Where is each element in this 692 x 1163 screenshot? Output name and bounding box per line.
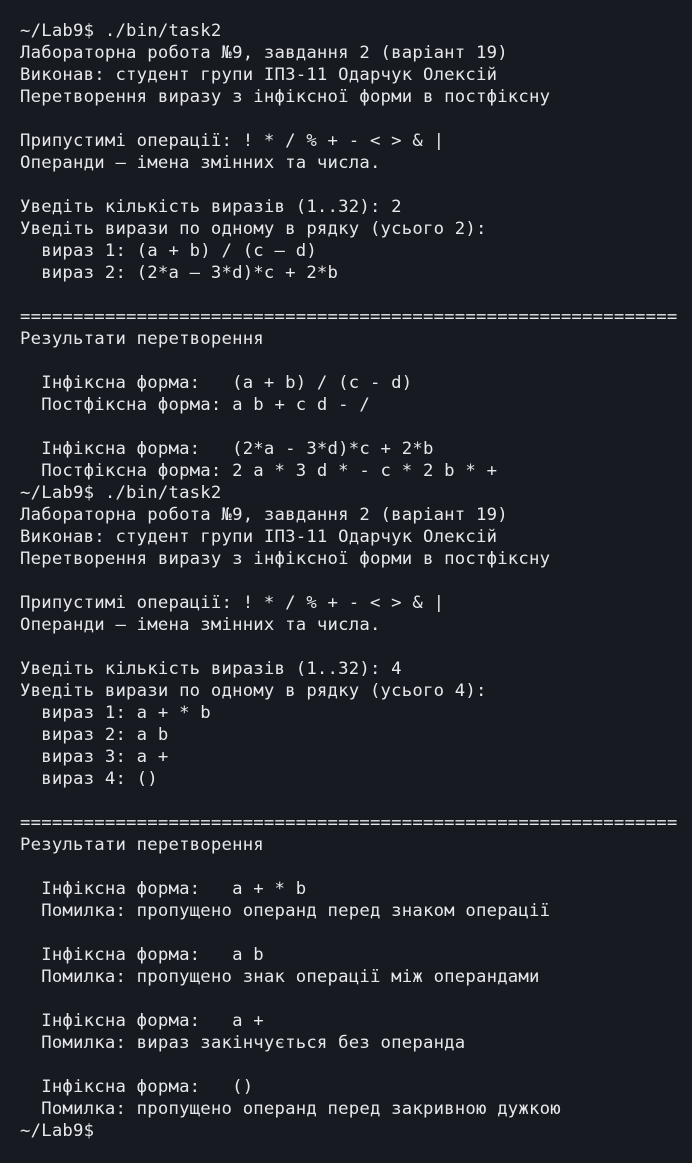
terminal-line: Помилка: пропущено операнд перед знаком операції bbox=[20, 901, 551, 921]
terminal-line: вираз 2: a b bbox=[20, 725, 169, 745]
terminal-line bbox=[20, 284, 692, 306]
terminal-line: Інфіксна форма: (2*a - 3*d)*c + 2*b bbox=[20, 439, 434, 459]
terminal-line: Припустимі операції: ! * / % + - < > & | bbox=[20, 593, 445, 613]
terminal-line: Перетворення виразу з інфіксної форми в постфіксну bbox=[20, 87, 551, 107]
terminal-line: Результати перетворення bbox=[20, 329, 264, 349]
terminal-line: ============================================================== bbox=[20, 307, 678, 327]
terminal-line: Виконав: студент групи ІП3-11 Одарчук Олексій bbox=[20, 65, 498, 85]
terminal-line bbox=[20, 922, 692, 944]
terminal-line: вираз 4: () bbox=[20, 769, 158, 789]
terminal-line bbox=[20, 988, 692, 1010]
terminal-line bbox=[20, 570, 692, 592]
terminal-line: Інфіксна форма: () bbox=[20, 1077, 254, 1097]
terminal-line: Інфіксна форма: a + * b bbox=[20, 879, 307, 899]
terminal-line: Інфіксна форма: (a + b) / (c - d) bbox=[20, 373, 413, 393]
terminal-line: Помилка: пропущено знак операції між операндами bbox=[20, 967, 540, 987]
terminal-line: Інфіксна форма: a + bbox=[20, 1011, 264, 1031]
terminal-line: Перетворення виразу з інфіксної форми в постфіксну bbox=[20, 549, 551, 569]
terminal-line: Виконав: студент групи ІП3-11 Одарчук Олексій bbox=[20, 527, 498, 547]
terminal-line: Операнди — імена змінних та числа. bbox=[20, 153, 381, 173]
terminal-line bbox=[20, 108, 692, 130]
terminal-line: Результати перетворення bbox=[20, 835, 264, 855]
terminal-line: Уведіть вирази по одному в рядку (усього 4): bbox=[20, 681, 487, 701]
terminal-line bbox=[20, 636, 692, 658]
terminal-line bbox=[20, 1054, 692, 1076]
terminal-line: ~/Lab9$ ./bin/task2 bbox=[20, 21, 222, 41]
terminal-line: вираз 3: a + bbox=[20, 747, 169, 767]
terminal-line: вираз 1: (a + b) / (c – d) bbox=[20, 241, 317, 261]
terminal-line: ============================================================== bbox=[20, 813, 678, 833]
terminal-line: Уведіть вирази по одному в рядку (усього 2): bbox=[20, 219, 487, 239]
terminal-line: Операнди — імена змінних та числа. bbox=[20, 615, 381, 635]
terminal-line bbox=[20, 790, 692, 812]
terminal-line: Уведіть кількість виразів (1..32): 4 bbox=[20, 659, 402, 679]
terminal-line: ~/Lab9$ ./bin/task2 bbox=[20, 483, 222, 503]
terminal-line: Припустимі операції: ! * / % + - < > & | bbox=[20, 131, 445, 151]
terminal-line: Лабораторна робота №9, завдання 2 (варіант 19) bbox=[20, 43, 508, 63]
terminal-line bbox=[20, 350, 692, 372]
terminal-line: Помилка: вираз закінчується без операнда bbox=[20, 1033, 466, 1053]
terminal-line: Лабораторна робота №9, завдання 2 (варіант 19) bbox=[20, 505, 508, 525]
terminal-line: Уведіть кількість виразів (1..32): 2 bbox=[20, 197, 402, 217]
terminal-line bbox=[20, 856, 692, 878]
terminal-line bbox=[20, 416, 692, 438]
terminal-line bbox=[20, 174, 692, 196]
terminal-line: ~/Lab9$ bbox=[20, 1121, 95, 1141]
terminal-line: Постфіксна форма: 2 a * 3 d * - c * 2 b * + bbox=[20, 461, 498, 481]
terminal-line: Постфіксна форма: a b + c d - / bbox=[20, 395, 370, 415]
terminal-line: вираз 2: (2*a – 3*d)*c + 2*b bbox=[20, 263, 339, 283]
terminal-line: вираз 1: a + * b bbox=[20, 703, 211, 723]
terminal-line: Помилка: пропущено операнд перед закривною дужкою bbox=[20, 1099, 561, 1119]
terminal-line: Інфіксна форма: a b bbox=[20, 945, 264, 965]
